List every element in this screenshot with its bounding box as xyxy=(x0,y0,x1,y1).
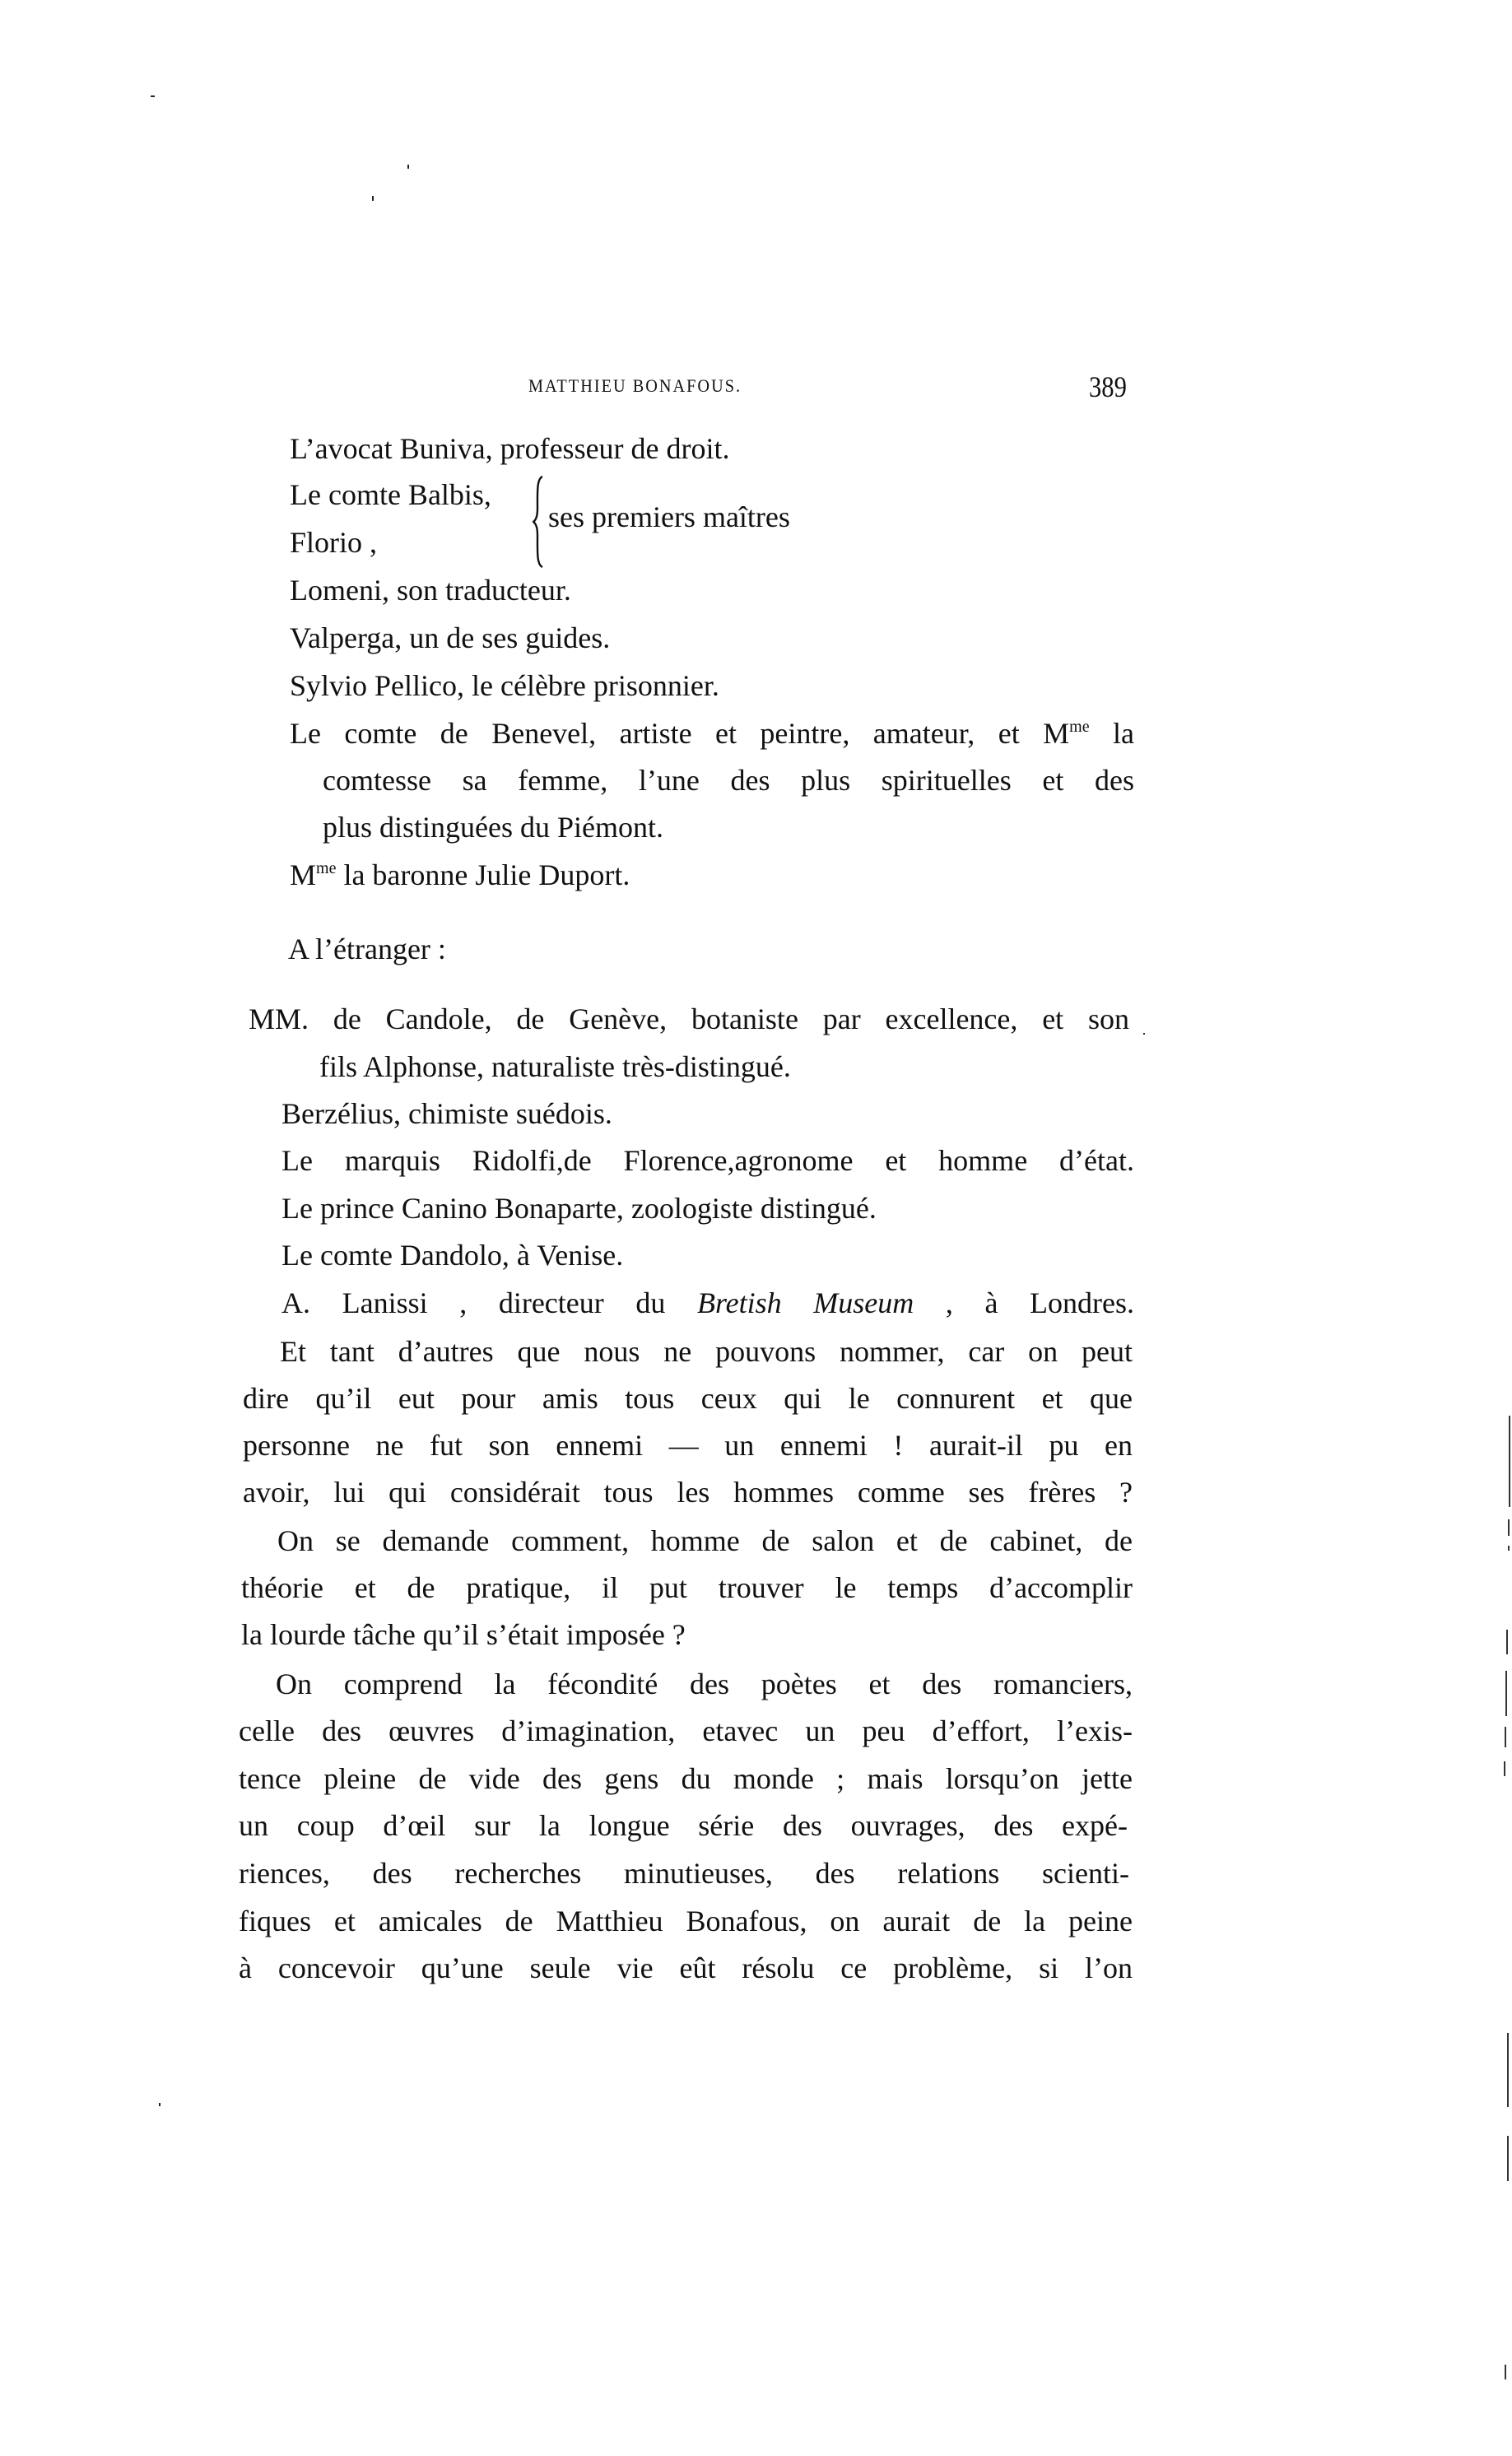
paragraph-line: riences, des recherches minutieuses, des relations scienti- xyxy=(239,1857,1129,1890)
paragraph-line: On comprend la fécondité des poètes et des romanciers, xyxy=(276,1668,1133,1700)
curly-brace-icon xyxy=(533,476,546,568)
scan-speck xyxy=(151,95,155,97)
scan-edge-streak xyxy=(1508,1546,1510,1551)
list-item: Le comte Dandolo, à Venise. xyxy=(281,1239,624,1272)
list-item: Berzélius, chimiste suédois. xyxy=(281,1097,612,1130)
running-title: MATTHIEU BONAFOUS. xyxy=(528,375,742,396)
section-label: A l’étranger : xyxy=(288,933,446,965)
paragraph-line: à concevoir qu’une seule vie eût résolu ce problème, si l’on xyxy=(239,1951,1133,1984)
scan-edge-streak xyxy=(1504,1761,1505,1776)
scan-edge-streak xyxy=(1509,1468,1510,1507)
paragraph-line: On se demande comment, homme de salon et de cabinet, de xyxy=(277,1524,1133,1557)
scan-edge-streak xyxy=(1507,2136,1509,2181)
scan-speck xyxy=(159,2103,161,2106)
paragraph-line: celle des œuvres d’imagination, etavec un peu d’effort, l’exis- xyxy=(239,1714,1133,1747)
list-item: Sylvio Pellico, le célèbre prisonnier. xyxy=(290,669,719,702)
page-number: 389 xyxy=(1089,370,1127,403)
superscript: me xyxy=(316,859,337,877)
paragraph-line: personne ne fut son ennemi — un ennemi ! aurait-il pu en xyxy=(243,1429,1133,1462)
italic-title: Bretish Museum xyxy=(696,1286,914,1319)
list-item-continuation: plus distinguées du Piémont. xyxy=(323,811,663,844)
paragraph-line: tence pleine de vide des gens du monde ; mais lorsqu’on jette xyxy=(239,1762,1133,1795)
list-item: MM. de Candole, de Genève, botaniste par excellence, et son xyxy=(249,1002,1129,1035)
paragraph-line: dire qu’il eut pour amis tous ceux qui le connurent et que xyxy=(243,1382,1133,1415)
paragraph-line: un coup d’œil sur la longue série des ouvrages, des expé- xyxy=(239,1809,1128,1842)
scan-edge-streak xyxy=(1505,1727,1506,1747)
scan-edge-streak xyxy=(1509,1416,1510,1472)
scan-edge-streak xyxy=(1505,1671,1507,1716)
list-item: Le comte de Benevel, artiste et peintre, amateur, et $M^{me}$ la xyxy=(290,717,1134,750)
scan-edge-streak xyxy=(1508,1519,1510,1536)
list-item: $M^{me}$ la baronne Julie Duport. xyxy=(290,858,630,891)
list-item: Le marquis Ridolfi,de Florence,agronome et homme d’état. xyxy=(281,1144,1134,1177)
list-item: Le prince Canino Bonaparte, zoologiste distingué. xyxy=(281,1192,877,1225)
paragraph-line: fiques et amicales de Matthieu Bonafous, on aurait de la peine xyxy=(239,1905,1133,1937)
scan-speck xyxy=(1143,1033,1145,1035)
paragraph-line: avoir, lui qui considérait tous les hommes comme ses frères ? xyxy=(243,1476,1133,1509)
list-item: Florio , xyxy=(290,526,378,559)
scan-edge-streak xyxy=(1507,2033,1509,2107)
list-item: Lomeni, son traducteur. xyxy=(290,574,571,607)
paragraph-line: théorie et de pratique, il put trouver le temps d’accomplir xyxy=(241,1571,1133,1604)
paragraph-line: la lourde tâche qu’il s’était imposée ? xyxy=(241,1618,686,1651)
list-item-continuation: fils Alphonse, naturaliste très-distingué. xyxy=(319,1050,791,1083)
list-item: L’avocat Buniva, professeur de droit. xyxy=(290,432,730,465)
scan-speck xyxy=(372,196,374,201)
list-item: Valperga, un de ses guides. xyxy=(290,621,611,654)
paragraph-line: Et tant d’autres que nous ne pouvons nommer, car on peut xyxy=(280,1335,1133,1368)
scan-edge-streak xyxy=(1506,1630,1508,1654)
brace-annotation: ses premiers maîtres xyxy=(548,500,790,533)
scan-edge-streak xyxy=(1505,2365,1506,2379)
list-item-continuation: comtesse sa femme, l’une des plus spirituelles et des xyxy=(323,764,1134,797)
scan-speck xyxy=(407,165,409,169)
superscript: me xyxy=(1069,718,1090,736)
list-item: Le comte Balbis, xyxy=(290,478,491,511)
list-item: A. Lanissi , directeur du Bretish Museum , à Londres. xyxy=(281,1286,1134,1319)
